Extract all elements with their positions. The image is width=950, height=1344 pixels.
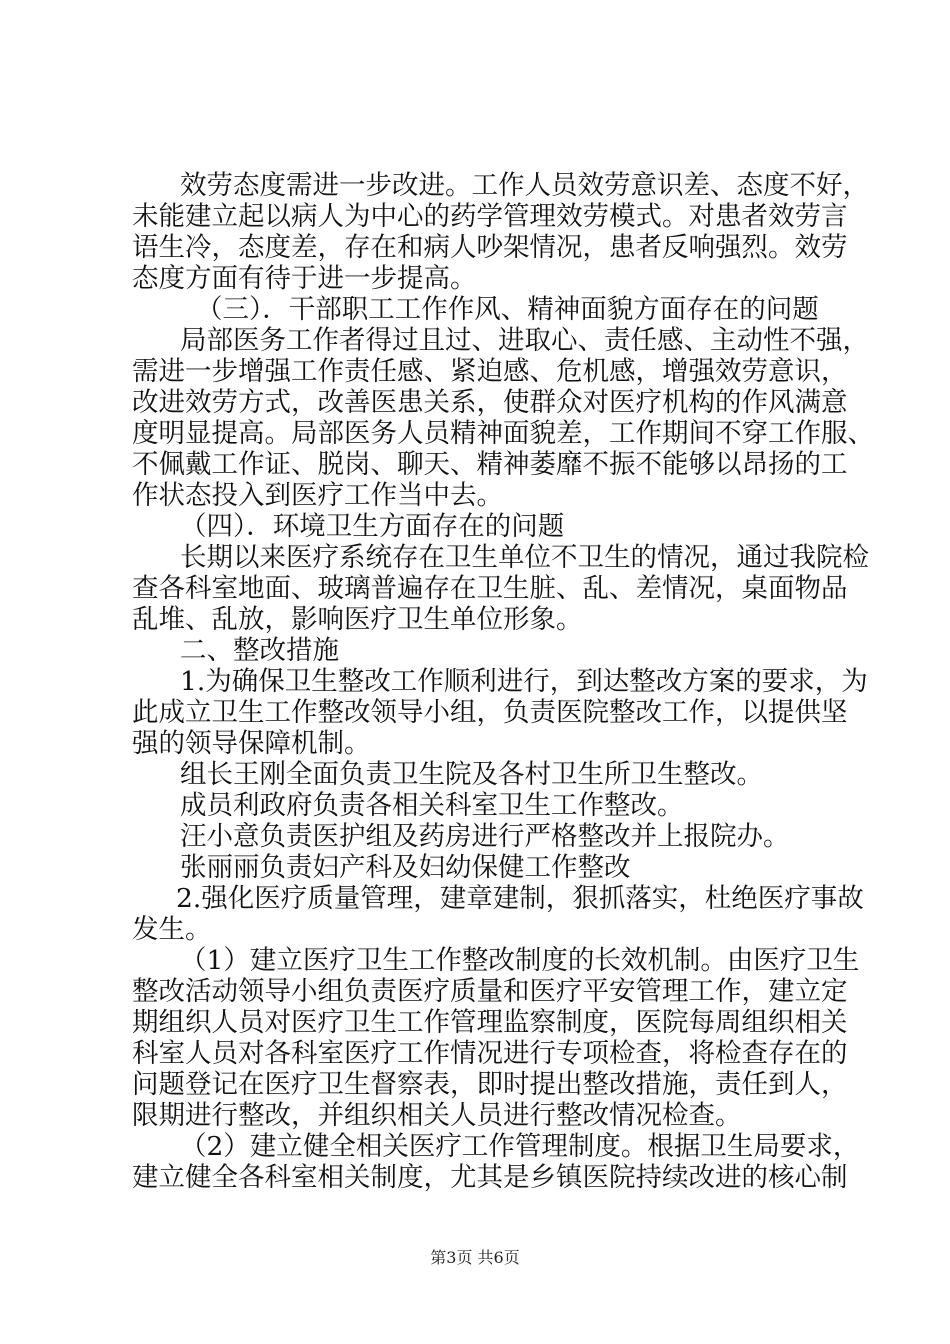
paragraph — [132, 325, 874, 511]
text-line: 2.强化医疗质量管理，建章建制，狠抓落实，杜绝医疗事故 — [176, 883, 864, 914]
paragraph — [132, 821, 842, 852]
text-line: 度明显提高。局部医务人员精神面貌差，工作期间不穿工作服、 — [132, 418, 874, 449]
text-line: 乱堆、乱放，影响医疗卫生单位形象。 — [132, 604, 583, 635]
text-line: 未能建立起以病人为中心的药学管理效劳模式。对患者效劳言 — [132, 201, 848, 232]
text-line: （四）．环境卫生方面存在的问题 — [180, 511, 565, 542]
text-line: 查各科室地面、玻璃普遍存在卫生脏、乱、差情况，桌面物品 — [132, 573, 848, 604]
text-line: 效劳态度需进一步改进。工作人员效劳意识差、态度不好， — [180, 170, 869, 201]
paragraph — [132, 542, 869, 635]
text-line: 二、整改措施 — [180, 635, 339, 666]
text-line: 成员利政府负责各相关科室卫生工作整改。 — [180, 790, 684, 821]
text-line: 作状态投入到医疗工作当中去。 — [132, 480, 503, 511]
text-line: 整改活动领导小组负责医疗质量和医疗平安管理工作，建立定 — [132, 976, 848, 1007]
text-line: （2）建立健全相关医疗工作管理制度。根据卫生局要求， — [180, 1131, 860, 1162]
text-line: 科室人员对各科室医疗工作情况进行专项检查，将检查存在的 — [132, 1038, 848, 1069]
text-line: 态度方面有待于进一步提高。 — [132, 263, 477, 294]
text-line: 限期进行整改，并组织相关人员进行整改情况检查。 — [132, 1100, 742, 1131]
page-footer: 第3页 共6页 — [430, 1248, 520, 1267]
paragraph — [132, 666, 868, 759]
text-line: 发生。 — [132, 914, 212, 945]
paragraph — [132, 945, 860, 1131]
text-line: 强的领导保障机制。 — [132, 728, 371, 759]
text-line: 组长王刚全面负责卫生院及各村卫生所卫生整改。 — [180, 759, 763, 790]
text-line: 建立健全各科室相关制度，尤其是乡镇医院持续改进的核心制 — [132, 1162, 848, 1193]
text-line: （三）．干部职工工作作风、精神面貌方面存在的问题 — [196, 294, 819, 325]
paragraph — [132, 294, 842, 325]
paragraph — [132, 635, 842, 666]
paragraph — [132, 759, 842, 790]
paragraph — [132, 790, 842, 821]
text-line: 不佩戴工作证、脱岗、聊天、精神萎靡不振不能够以昂扬的工 — [132, 449, 848, 480]
text-line: 需进一步增强工作责任感、紧迫感、危机感，增强效劳意识， — [132, 356, 848, 387]
text-line: 长期以来医疗系统存在卫生单位不卫生的情况，通过我院检 — [180, 542, 869, 573]
text-line: 局部医务工作者得过且过、进取心、责任感、主动性不强， — [180, 325, 869, 356]
document-body — [132, 170, 874, 1193]
text-line: （1）建立医疗卫生工作整改制度的长效机制。由医疗卫生 — [180, 945, 860, 976]
paragraph — [132, 1131, 860, 1193]
text-line: 此成立卫生工作整改领导小组，负责医院整改工作，以提供坚 — [132, 697, 848, 728]
text-line: 张丽丽负责妇产科及妇幼保健工作整改 — [180, 852, 631, 883]
text-line: 问题登记在医疗卫生督察表，即时提出整改措施，责任到人， — [132, 1069, 848, 1100]
paragraph — [132, 170, 869, 294]
paragraph — [132, 852, 842, 883]
text-line: 1.为确保卫生整改工作顺利进行，到达整改方案的要求，为 — [180, 666, 868, 697]
text-line: 改进效劳方式，改善医患关系，使群众对医疗机构的作风满意 — [132, 387, 848, 418]
text-line: 语生冷，态度差，存在和病人吵架情况，患者反响强烈。效劳 — [132, 232, 848, 263]
text-line: 汪小意负责医护组及药房进行严格整改并上报院办。 — [180, 821, 790, 852]
text-line: 期组织人员对医疗卫生工作管理监察制度，医院每周组织相关 — [132, 1007, 848, 1038]
paragraph — [132, 883, 864, 945]
paragraph — [132, 511, 842, 542]
